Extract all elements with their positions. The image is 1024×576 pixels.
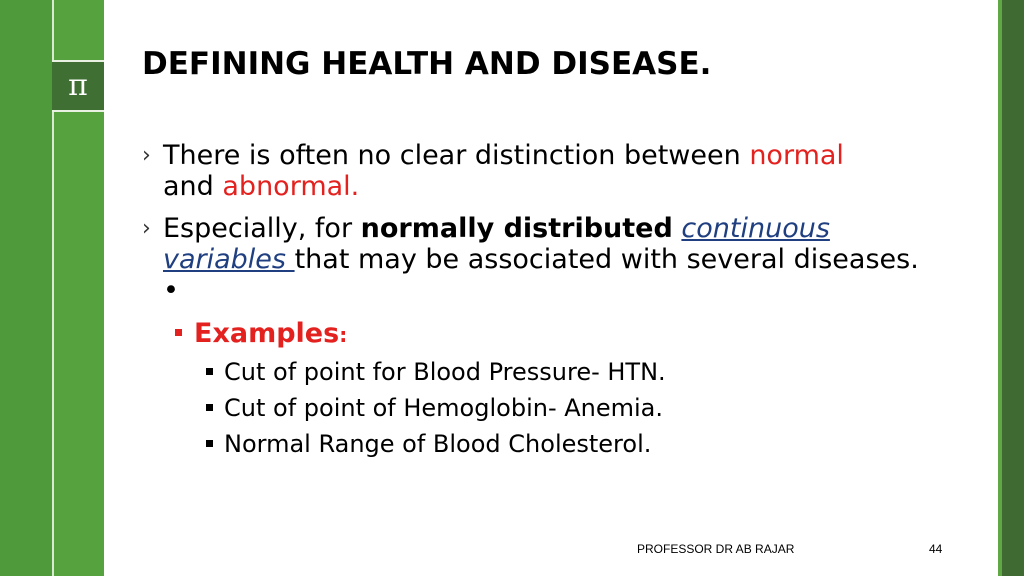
highlight-normal: normal bbox=[749, 140, 844, 171]
page-number: 44 bbox=[929, 542, 943, 556]
example-item bbox=[142, 426, 942, 462]
square-bullet-icon bbox=[206, 368, 213, 375]
examples-label: Examples bbox=[194, 318, 340, 349]
right-decor-band-dark bbox=[1002, 0, 1024, 576]
square-bullet-icon bbox=[175, 329, 182, 336]
example-item bbox=[142, 390, 942, 426]
chevron-right-icon: › bbox=[142, 216, 151, 241]
example-text: Cut of point of Hemoglobin- Anemia. bbox=[224, 394, 664, 422]
pi-logo bbox=[52, 60, 104, 112]
bold-normally-distributed: normally distributed bbox=[360, 213, 673, 244]
example-text: Normal Range of Blood Cholesterol. bbox=[224, 430, 652, 458]
bullet-text: Especially, for bbox=[163, 213, 361, 244]
square-bullet-icon bbox=[206, 404, 213, 411]
example-item bbox=[142, 354, 942, 390]
bullet-distinction bbox=[142, 140, 942, 202]
slide-content bbox=[142, 140, 942, 462]
link-continuous-variables[interactable]: continuous variables bbox=[163, 213, 830, 275]
square-bullet-icon bbox=[206, 440, 213, 447]
examples-heading bbox=[142, 317, 942, 352]
bullet-especially bbox=[142, 213, 942, 306]
bullet-text: that may be associated with several diseases. • bbox=[163, 244, 919, 306]
footer-author: PROFESSOR DR AB RAJAR bbox=[637, 542, 795, 556]
examples-colon: : bbox=[339, 323, 348, 347]
example-text: Cut of point for Blood Pressure- HTN. bbox=[224, 358, 666, 386]
highlight-abnormal: abnormal. bbox=[222, 171, 360, 202]
left-decor-band bbox=[0, 0, 52, 576]
chevron-right-icon: › bbox=[142, 143, 151, 168]
bullet-text: and bbox=[163, 171, 223, 202]
slide-title: DEFINING HEALTH AND DISEASE. bbox=[142, 46, 712, 82]
bullet-text: There is often no clear distinction between bbox=[163, 140, 750, 171]
pi-icon: π bbox=[68, 68, 88, 103]
